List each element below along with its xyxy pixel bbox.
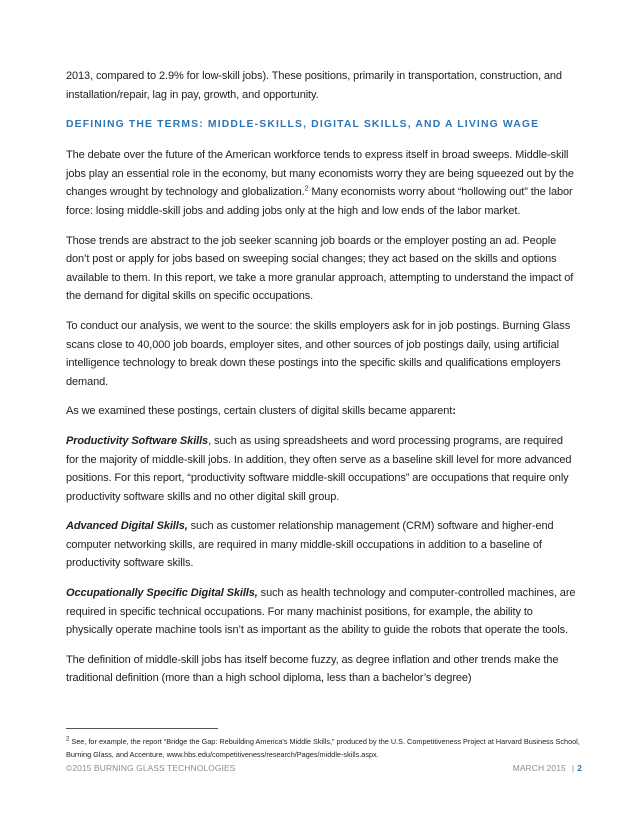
paragraph-trends: Those trends are abstract to the job seeker scanning job boards or the employer posting an ad. People don’t post or apply for jobs based on sweeping social changes; they act based on the skills and options available to them. In this report, we take a more granular approach, attempting to understand the impact of the demand for digital skills on specific occupations.: [66, 234, 574, 303]
paragraph-definition: The definition of middle-skill jobs has itself become fuzzy, as degree inflation and other trends make the traditional definition (more than a high school diploma, less than a bachelor’s degree): [66, 653, 559, 685]
footnote-reference[interactable]: 2: [304, 185, 309, 193]
skill-description: such as customer relationship management (CRM) software and higher-end computer networking skills, are required in many middle-skill occupations in addition to a baseline of productivity software skills.: [66, 520, 554, 570]
intro-paragraph: 2013, compared to 2.9% for low-skill jobs). These positions, primarily in transportation, construction, and installation/repair, lag in pay, growth, and opportunity.: [66, 70, 562, 101]
paragraph-text: The debate over the future of the American workforce tends to express itself in broad sweeps. Middle-skill jobs play an essential role in the economy, but many economists worry they are being squeezed out by the changes wrought by technology and globalization.: [66, 149, 574, 199]
skill-productivity: [66, 432, 576, 506]
footnote: [66, 735, 586, 762]
skill-term: Productivity Software Skills: [66, 434, 209, 447]
skill-term: Occupationally Specific Digital Skills,: [66, 587, 258, 600]
paragraph-text: Many economists worry about “hollowing out” the labor force: losing middle-skill jobs and adding jobs only at the high and low ends of the labor market.: [66, 186, 573, 217]
footnote-text: See, for example, the report “Bridge the Gap: Rebuilding America’s Middle Skills,” produced by the U.S. Competitiveness Project at Harvard Business School, Burning Glass, and Accenture, www.hbs.edu/competitiveness/research/Pages/middle-skills.aspx.: [66, 737, 580, 760]
page-body: [66, 67, 576, 699]
skill-description: , such as using spreadsheets and word processing programs, are required for the majority of middle-skill jobs. In addition, they often serve as a baseline skill level for more advanced positions. For this report, “productivity software middle-skill occupations” are occupations that require only productivity software skills and no other digital skill group.: [66, 434, 572, 503]
footer-right: [513, 763, 582, 773]
skill-occupational: [66, 584, 576, 640]
paragraph-text: As we examined these postings, certain clusters of digital skills became apparent: [66, 405, 453, 418]
skill-description: such as health technology and computer-controlled machines, are required in specific technical occupations. For many machinist positions, for example, the ability to physically operate machine tools isn’t as important as the ability to guide the robots that operate the tools.: [66, 587, 576, 637]
bold-colon: :: [452, 405, 456, 418]
paragraph-debate: [66, 146, 576, 220]
paragraph-clusters: [66, 402, 576, 421]
skill-term: Advanced Digital Skills,: [66, 520, 188, 533]
page-number: 2: [577, 763, 582, 773]
footer-separator: |: [571, 763, 575, 773]
section-heading: DEFINING THE TERMS: MIDDLE-SKILLS, DIGITAL SKILLS, AND A LIVING WAGE: [66, 119, 540, 131]
skill-advanced: [66, 517, 576, 573]
footer-date: MARCH 2015: [512, 763, 566, 773]
footer-copyright: ©2015 BURNING GLASS TECHNOLOGIES: [66, 763, 236, 773]
footnote-number: 2: [66, 736, 70, 743]
footnote-divider: [66, 728, 218, 729]
paragraph-analysis: To conduct our analysis, we went to the source: the skills employers ask for in job postings. Burning Glass scans close to 40,000 job boards, employer sites, and other sources of job postings daily, using artificial intelligence technology to break down these postings into the specific skills and qualifications employers demand.: [66, 319, 571, 388]
